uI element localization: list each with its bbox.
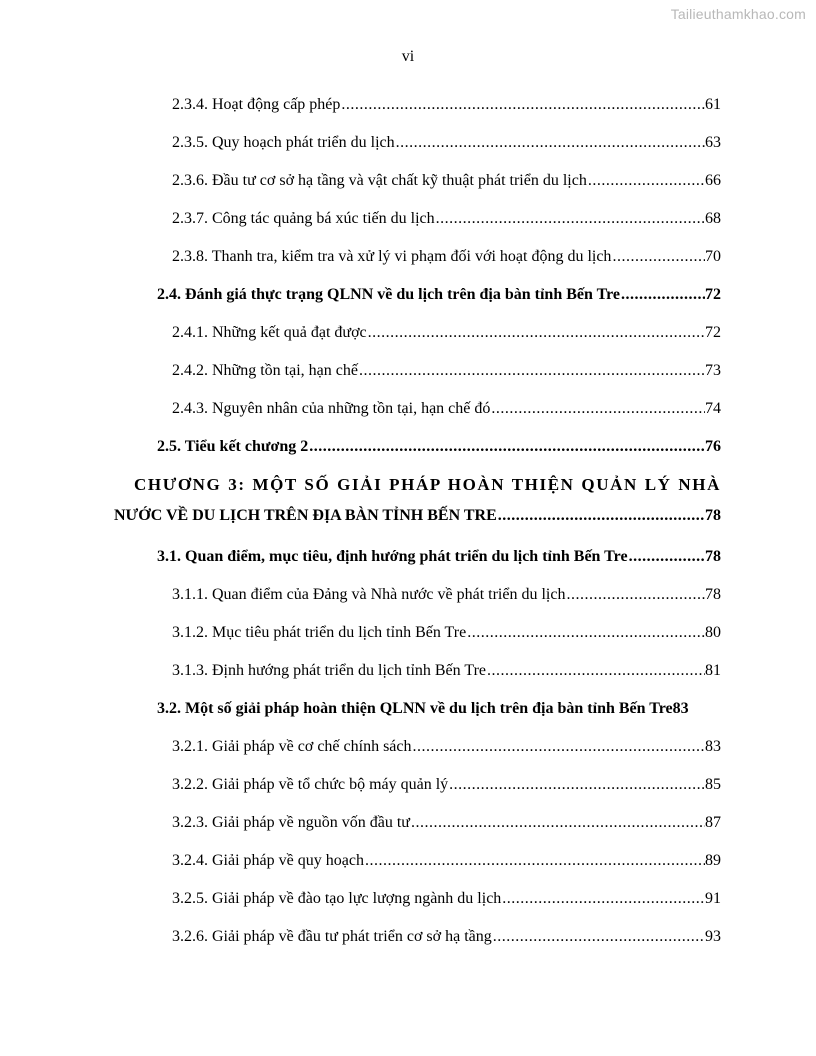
toc-entry-3-2-5[interactable] <box>172 889 721 909</box>
toc-entry-title: 3.2.5. Giải pháp về đào tạo lực lượng ngành du lịch <box>172 890 502 907</box>
watermark: Tailieuthamkhao.com <box>670 6 806 22</box>
dot-leader <box>497 507 705 525</box>
toc-entry-title: 2.4.3. Nguyên nhân của những tồn tại, hạn chế đó <box>172 400 491 417</box>
toc-entry-2-3-8[interactable] <box>172 247 721 267</box>
toc-entry-page: 81 <box>705 662 721 679</box>
toc-entry-2-3-4[interactable] <box>172 95 721 115</box>
toc-entry-title: 2.4.1. Những kết quả đạt được <box>172 324 367 341</box>
toc-entry-page: 83 <box>705 738 721 755</box>
toc-entry-title: 2.3.4. Hoạt động cấp phép <box>172 96 341 113</box>
toc-entry-page: 72 <box>705 286 721 303</box>
toc-entry-title: 2.3.5. Quy hoạch phát triển du lịch <box>172 134 395 151</box>
dot-leader <box>501 889 705 909</box>
toc-entry-title: 3.1. Quan điểm, mục tiêu, định hướng phát triển du lịch tỉnh Bến Tre <box>157 548 628 565</box>
toc-entry-3-1[interactable] <box>157 547 721 567</box>
chapter-title-line-2-row <box>114 507 721 525</box>
toc-entry-title: 3.1.3. Định hướng phát triển du lịch tỉnh Bến Tre <box>172 662 487 679</box>
toc-entry-title: 2.4. Đánh giá thực trạng QLNN về du lịch trên địa bàn tỉnh Bến Tre <box>157 286 620 303</box>
toc-entry-2-5[interactable] <box>157 437 721 457</box>
toc-entry-title: 2.3.7. Công tác quảng bá xúc tiến du lịch <box>172 210 435 227</box>
toc-entry-page: 61 <box>705 96 721 113</box>
toc-entry-title: 3.2.2. Giải pháp về tổ chức bộ máy quản lý <box>172 776 449 793</box>
toc-entry-3-2-1[interactable] <box>172 737 721 757</box>
toc-entry-2-4-1[interactable] <box>172 323 721 343</box>
toc-entry-2-3-6[interactable] <box>172 171 721 191</box>
toc-entry-3-2[interactable] <box>157 699 721 719</box>
dot-leader <box>490 399 705 419</box>
dot-leader <box>466 623 705 643</box>
toc-entry-3-1-2[interactable] <box>172 623 721 643</box>
toc-entry-page: 66 <box>705 172 721 189</box>
toc-entry-page: 76 <box>705 438 721 455</box>
toc-entry-title: 3.2.3. Giải pháp về nguồn vốn đầu tư <box>172 814 410 831</box>
toc-entry-page: 68 <box>705 210 721 227</box>
chapter-title-line-1: CHƯƠNG 3: MỘT SỐ GIẢI PHÁP HOÀN THIỆN QUẢN LÝ NHÀ <box>134 475 721 494</box>
toc-entry-page: 78 <box>705 586 721 603</box>
dot-leader <box>358 361 705 381</box>
dot-leader <box>448 775 705 795</box>
toc-entry-3-1-1[interactable] <box>172 585 721 605</box>
toc-entry-title: 2.3.6. Đầu tư cơ sở hạ tầng và vật chất kỹ thuật phát triển du lịch <box>172 172 587 189</box>
toc-entry-3-1-3[interactable] <box>172 661 721 681</box>
dot-leader <box>412 737 706 757</box>
dot-leader <box>340 95 705 115</box>
chapter-title-line-2: NƯỚC VỀ DU LỊCH TRÊN ĐỊA BÀN TỈNH BẾN TRE <box>114 507 497 524</box>
toc-entry-3-2-4[interactable] <box>172 851 721 871</box>
dot-leader <box>628 547 705 567</box>
dot-leader <box>395 133 705 153</box>
toc-entry-page: 78 <box>705 548 721 565</box>
toc-entry-page: 74 <box>705 400 721 417</box>
toc-entry-page: 73 <box>705 362 721 379</box>
dot-leader <box>364 851 705 871</box>
toc-entry-page: 72 <box>705 324 721 341</box>
toc-entry-page: 87 <box>705 814 721 831</box>
toc-entry-2-3-7[interactable] <box>172 209 721 229</box>
toc-entry-title: 2.3.8. Thanh tra, kiểm tra và xử lý vi phạm đối với hoạt động du lịch <box>172 248 612 265</box>
toc-entry-2-4-3[interactable] <box>172 399 721 419</box>
toc-entry-page: 85 <box>705 776 721 793</box>
toc-entry-page: 89 <box>705 852 721 869</box>
page-number: vi <box>401 48 415 65</box>
dot-leader <box>410 813 705 833</box>
dot-leader <box>486 661 705 681</box>
toc-entry-title: 3.2.1. Giải pháp về cơ chế chính sách <box>172 738 412 755</box>
toc-entry-title: 3.2. Một số giải pháp hoàn thiện QLNN về du lịch trên địa bàn tỉnh Bến Tre <box>157 700 673 717</box>
toc-entry-title: 3.2.6. Giải pháp về đầu tư phát triển cơ sở hạ tầng <box>172 928 492 945</box>
toc-entry-page: 91 <box>705 890 721 907</box>
toc-entry-title: 2.4.2. Những tồn tại, hạn chế <box>172 362 358 379</box>
toc-entry-2-4[interactable] <box>157 285 721 305</box>
dot-leader <box>620 285 705 305</box>
dot-leader <box>492 927 705 947</box>
toc-entry-title: 3.1.2. Mục tiêu phát triển du lịch tỉnh Bến Tre <box>172 624 467 641</box>
toc-entry-title: 3.1.1. Quan điểm của Đảng và Nhà nước về phát triển du lịch <box>172 586 566 603</box>
toc-entry-3-2-2[interactable] <box>172 775 721 795</box>
toc-entry-page: 93 <box>705 928 721 945</box>
dot-leader <box>435 209 705 229</box>
toc-entry-2-4-2[interactable] <box>172 361 721 381</box>
dot-leader <box>587 171 705 191</box>
toc-entry-3-2-3[interactable] <box>172 813 721 833</box>
toc-entry-3-2-6[interactable] <box>172 927 721 947</box>
dot-leader <box>367 323 705 343</box>
dot-leader <box>308 437 705 457</box>
toc-entry-title: 3.2.4. Giải pháp về quy hoạch <box>172 852 364 869</box>
dot-leader <box>565 585 705 605</box>
toc-entry-title: 2.5. Tiểu kết chương 2 <box>157 438 309 455</box>
toc-entry-page: 83 <box>672 700 689 717</box>
toc-entry-page: 80 <box>705 624 721 641</box>
dot-leader <box>611 247 705 267</box>
toc-entry-page: 70 <box>705 248 721 265</box>
toc-entry-page: 63 <box>705 134 721 151</box>
chapter-page: 78 <box>705 507 721 524</box>
toc-entry-2-3-5[interactable] <box>172 133 721 153</box>
